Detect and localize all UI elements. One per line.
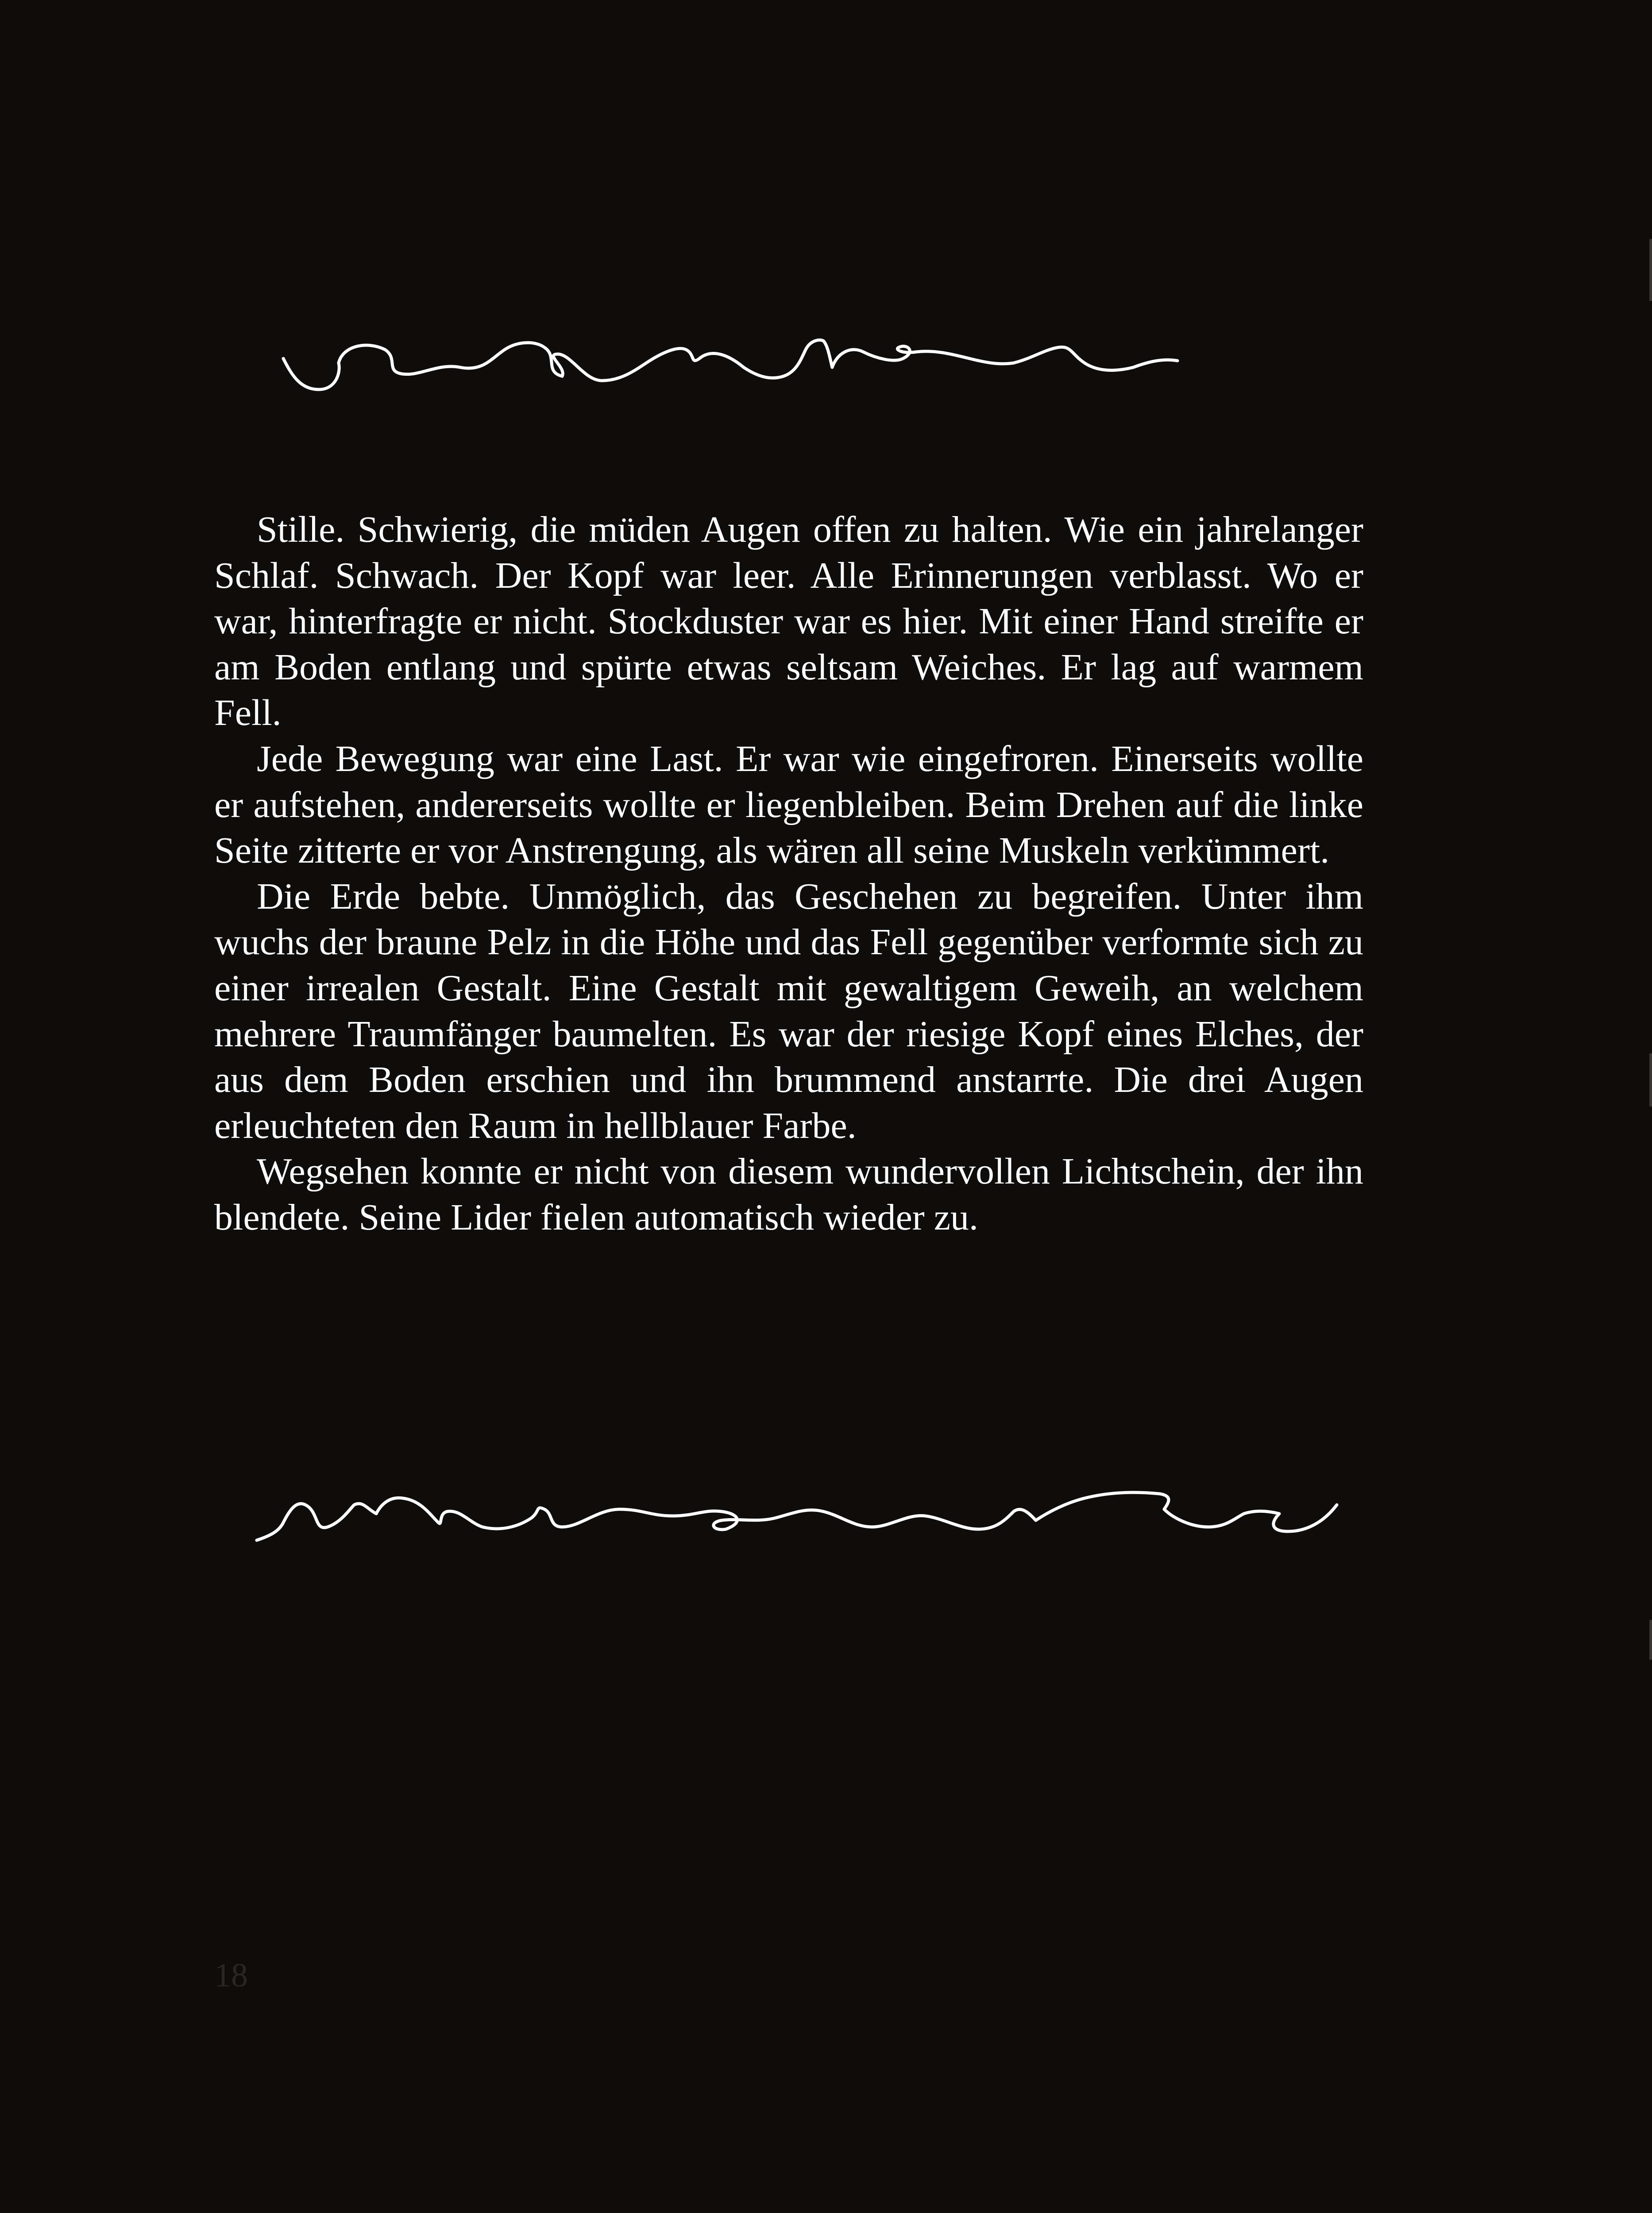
bottom-swirl-ornament xyxy=(252,1478,1350,1567)
page-number: 18 xyxy=(214,1957,248,1994)
paragraph-3: Die Erde bebte. Unmöglich, das Geschehen zu begreifen. Unter ihm wuchs der braune Pelz in die Höhe und das Fell gegenüber verformte sich zu einer irrealen Gestalt. Eine Gestalt mit gewaltigem Geweih, an welchem mehrere Traumfänger baumelten. Es war der riesige Kopf eines Elches, der aus dem Boden erschien und ihn brummend anstarrte. Die drei Augen erleuchteten den Raum in hellblauer Farbe. xyxy=(214,875,1363,1146)
paragraph-2: Jede Bewegung war eine Last. Er war wie eingefroren. Einerseits wollte er aufstehen, andererseits wollte er liegenbleiben. Beim Drehen auf die linke Seite zitterte er vor Anstrengung, als wären all seine Muskeln verkümmert. xyxy=(214,738,1363,871)
paragraph-4: Wegsehen konnte er nicht von diesem wundervollen Lichtschein, der ihn blendete. Seine Lider fielen automatisch wieder zu. xyxy=(214,1151,1363,1238)
top-swirl-ornament xyxy=(252,323,1350,412)
paragraph-1: Stille. Schwierig, die müden Augen offen zu halten. Wie ein jahrelanger Schlaf. Schwach. Der Kopf war leer. Alle Erinnerungen verblasst. Wo er war, hinterfragte er nicht. Stockduster war es hier. Mit einer Hand streifte er am Boden entlang und spürte etwas seltsam Weiches. Er lag auf warmem Fell. xyxy=(214,509,1363,734)
edge-mark-top xyxy=(1649,239,1652,301)
edge-mark-bottom xyxy=(1649,1620,1652,1660)
edge-mark-middle xyxy=(1649,1053,1652,1106)
story-text xyxy=(214,507,1363,1241)
